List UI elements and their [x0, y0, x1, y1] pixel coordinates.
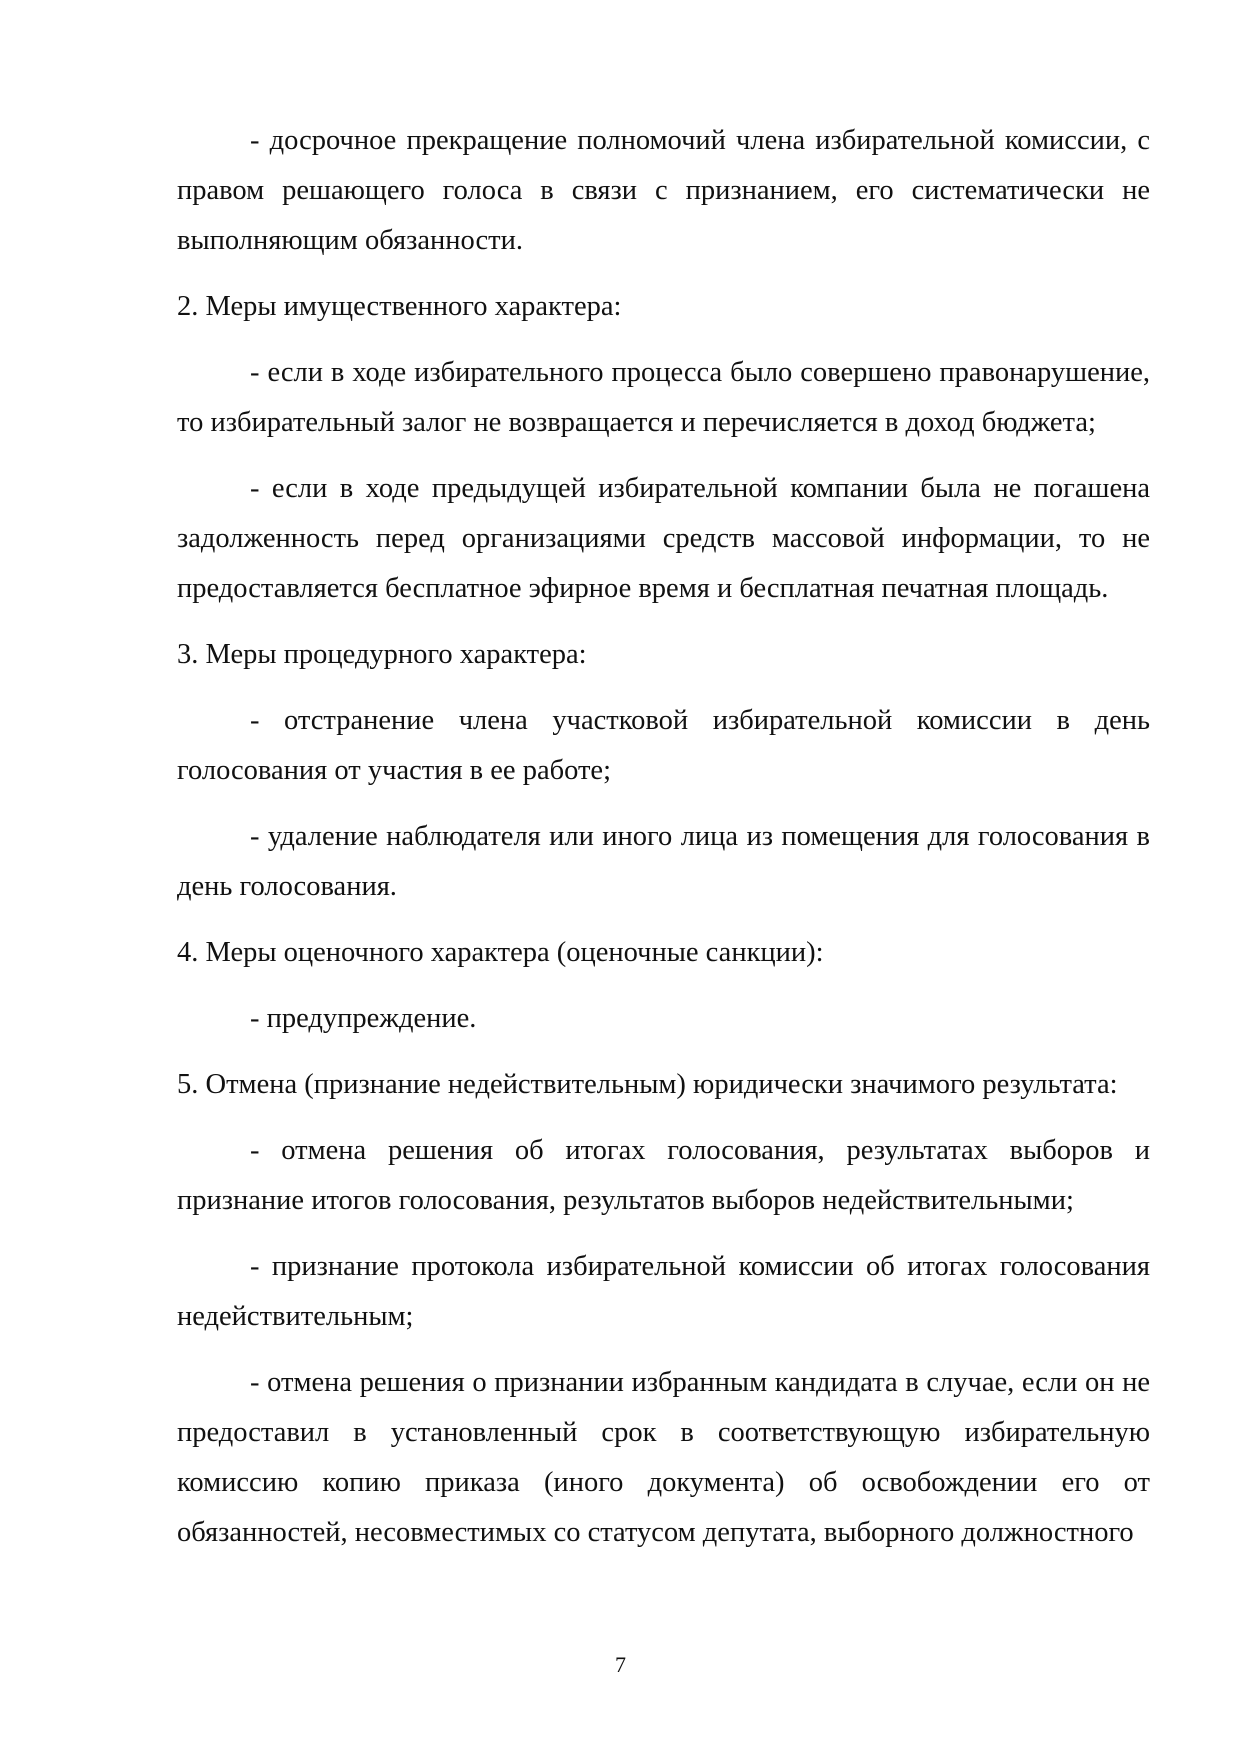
page-number: 7	[615, 1652, 626, 1677]
section-heading-property-measures: 2. Меры имущественного характера:	[177, 291, 622, 322]
list-item-member-removal: - отстранение члена участковой избирательной комиссии в день голосования от участия в ее работе;	[177, 705, 1150, 786]
list-item-protocol-invalid: - признание протокола избирательной комиссии об итогах голосования недействительным;	[177, 1251, 1150, 1332]
section-heading-result-cancellation: 5. Отмена (признание недействительным) юридически значимого результата:	[177, 1069, 1118, 1100]
list-item-election-deposit: - если в ходе избирательного процесса было совершено правонарушение, то избирательный залог не возвращается и перечисляется в доход бюджета;	[177, 357, 1150, 438]
section-heading-procedural-measures: 3. Меры процедурного характера:	[177, 639, 587, 670]
document-body	[177, 116, 1150, 1574]
list-item-cancel-candidate: - отмена решения о признании избранным кандидата в случае, если он не предоставил в установленный срок в соответствующую избирательную комиссию копию приказа (иного документа) об освобождении его от обязанностей, несовместимых со статусом депутата, выборного должностного	[177, 1367, 1150, 1548]
list-item-warning: - предупреждение.	[250, 1003, 477, 1034]
list-item-media-debt: - если в ходе предыдущей избирательной компании была не погашена задолженность перед организациями средств массовой информации, то не предоставляется бесплатное эфирное время и бесплатная печатная площадь.	[177, 473, 1150, 604]
section-heading-evaluative-measures: 4. Меры оценочного характера (оценочные санкции):	[177, 937, 824, 968]
list-item-early-termination: - досрочное прекращение полномочий члена избирательной комиссии, с правом решающего голоса в связи с признанием, его систематически не выполняющим обязанности.	[177, 125, 1150, 256]
list-item-cancel-results: - отмена решения об итогах голосования, результатах выборов и признание итогов голосования, результатов выборов недействительными;	[177, 1135, 1150, 1216]
list-item-observer-removal: - удаление наблюдателя или иного лица из помещения для голосования в день голосования.	[177, 821, 1150, 902]
